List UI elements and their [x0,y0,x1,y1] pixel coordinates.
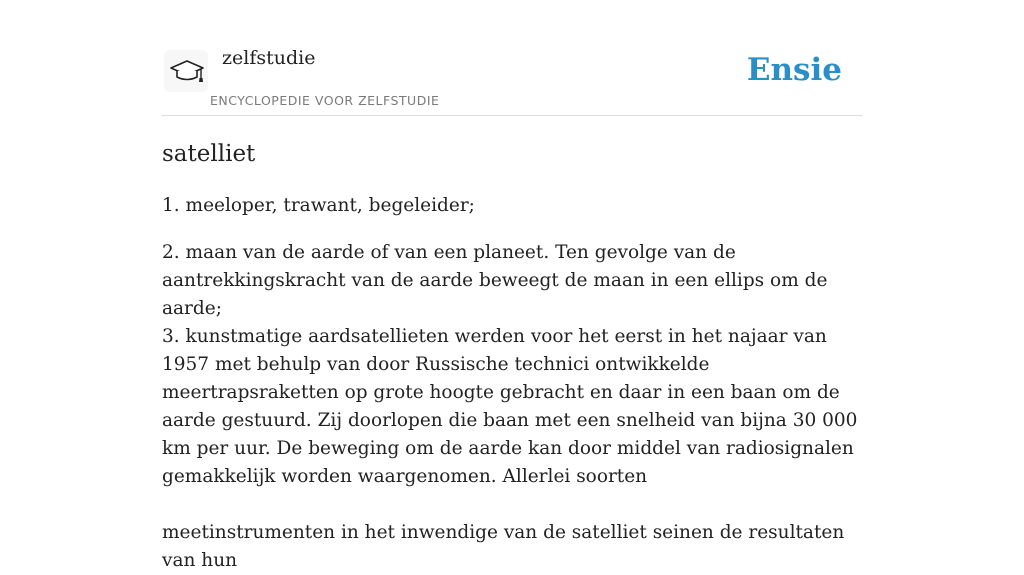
site-tagline: ENCYCLOPEDIE VOOR ZELFSTUDIE [210,93,440,108]
definition-paragraph: 2. maan van de aarde of van een planeet. Ten gevolge van de aantrekkingskracht van de aarde beweegt de maan in een ellips om de aarde; [162,242,828,319]
page-content [162,0,862,571]
site-header [162,0,862,116]
definition-paragraph: meetinstrumenten in het inwendige van de satelliet seinen de resultaten van hun [162,522,845,571]
brand-logo[interactable]: Ensie [746,52,842,88]
site-name[interactable]: zelfstudie [222,47,316,69]
article-title: satelliet [162,141,256,167]
article-body [162,192,872,575]
definition-paragraph: 3. kunstmatige aardsatellieten werden voor het eerst in het najaar van 1957 met behulp van door Russische technici ontwikkelde meertrapsraketten op grote hoogte gebracht en daar in een baan om de aarde gestuurd. Zij doorlopen die baan met een snelheid van bijna 30 000 km per uur. De beweging om de aarde kan door middel van radiosignalen gemakkelijk worden waargenomen. Allerlei soorten [162,326,858,487]
definition-paragraph: 1. meeloper, trawant, begeleider; [162,195,475,216]
graduation-cap-icon [168,57,206,87]
site-logo[interactable] [164,50,208,92]
